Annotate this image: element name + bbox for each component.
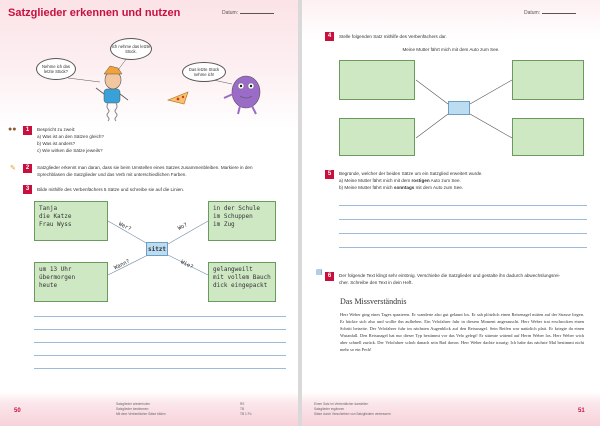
fan-entry: Tanja: [39, 205, 58, 212]
verb-center-box-empty[interactable]: [448, 101, 470, 115]
writing-line[interactable]: [34, 342, 286, 343]
story-text: Herr Weber ging eines Tages spazieren. Er wanderte also gut gelaunt los. Er sah plötzlich einen Reisenagel mitten auf der Strasse liegen. Er bückte sich also und wollte ihn aufheben. Ein Velofahrer fuhr in diesem Moment angerauscht. Herr Weber trat erschrocken einen Schritt beiseite. Der Velofahrer fuhr im nächsten Augenblick auf den Reissnagel. Sein Reifen war natürlich platt. Er kriegte da einen Wutanfall. Den Reissnagel hat nur dieser Typ bestimmt vor das Velo gelegt! Er stürmte wütend auf Herrn Weber los. Herr Weber wich aber schnell zurück. Der Velofahrer schob danach sein Rad davon. Herr Weber dachte traurig: Ich habe das nächste Mal bestimmt nicht mehr so ein Pech!: [340, 312, 584, 353]
page-number: 50: [14, 408, 21, 414]
task-number-3: 3: [23, 185, 32, 194]
left-page: [0, 0, 298, 426]
page-number: 51: [578, 408, 585, 414]
empty-box-who[interactable]: [339, 60, 415, 100]
fan-entry: heute: [39, 282, 58, 290]
task5-option-b: [339, 184, 589, 191]
page-title: Satzglieder erkennen und nutzen: [8, 7, 181, 19]
footer-refs: [240, 402, 251, 416]
footer-topic: Satzglieder ergänzen: [314, 406, 345, 411]
question-wie: Wie?: [179, 259, 195, 271]
task-number-6: 6: [325, 272, 334, 281]
question-wer: Wer?: [117, 221, 133, 233]
footer-topics: [314, 402, 391, 416]
writing-line[interactable]: [34, 329, 286, 330]
fan-entry: mit vollem Bauch: [213, 274, 271, 282]
footer-topic: Einen Satz im Verbenfächer darstellen: [314, 402, 369, 406]
speech-bubble-middle: Ich nehme das letzte Stück.: [110, 38, 152, 60]
task5-text: [339, 170, 589, 191]
task5-b-text: b) Meine Mutter fährt mich: [339, 185, 394, 191]
fan-box-who: [34, 201, 108, 241]
speech-bubble-monster: Das letzte Stück nehme ich!: [182, 62, 226, 82]
task-number-4: 4: [325, 32, 334, 41]
task4-sentence: Meine Mutter fährt mich mit dem Auto zum See.: [402, 47, 500, 52]
writing-line[interactable]: [339, 219, 587, 220]
writing-line[interactable]: [339, 233, 587, 234]
task2-line: Satzglieder erkennt man daran, dass sie beim Umstellen eines Satzes zusammenbleiben. Markiere in den: [37, 165, 253, 170]
writing-line[interactable]: [339, 205, 587, 206]
story-title: Das Missverständnis: [340, 297, 407, 306]
fan-entry: die Katze: [39, 213, 72, 221]
question-wann: Wann?: [113, 258, 131, 272]
footer-topic: Mit dem Verbenfächer Sätze bilden: [116, 411, 166, 416]
task5-a-bold: rostigen: [411, 178, 430, 184]
datum-label: Datum:: [222, 10, 239, 16]
task-number-1: 1: [23, 126, 32, 135]
fan-box-when: [34, 262, 108, 302]
footer-ref: RS: [240, 402, 245, 406]
task6-text: [339, 272, 591, 286]
task-number-5: 5: [325, 170, 334, 179]
empty-box-how[interactable]: [512, 118, 584, 156]
empty-box-where[interactable]: [512, 60, 584, 100]
pencil-icon: ✎: [10, 165, 16, 172]
task5-b-bold: sonntags: [393, 185, 415, 191]
task-number-2: 2: [23, 164, 32, 173]
writing-line[interactable]: [34, 316, 286, 317]
footer-ref: TB 1 Fü: [240, 411, 252, 416]
footer-topics: [116, 402, 166, 416]
speech-bubble-boy: Nehme ich das letzte Stück?: [36, 58, 76, 80]
empty-box-when[interactable]: [339, 118, 415, 156]
footer-ref: TB: [240, 406, 245, 411]
task1-line: Bespricht zu zweit:: [37, 127, 76, 132]
task6-line: Der folgende Text klingt sehr eintönig. Verschiebe die Satzglieder und gestalte ihn dadurch abwechslungsrei-: [339, 273, 561, 278]
task5-b-end: mit dem Auto zum See.: [414, 185, 464, 191]
task5-a-end: Auto zum See.: [429, 178, 461, 184]
task6-line: cher. Schreibe den Text in dein Heft.: [339, 280, 413, 286]
fan-box-where: [208, 201, 276, 241]
fan-entry: im Schuppen: [213, 213, 253, 221]
fan-entry: übermorgen: [39, 274, 76, 282]
pair-work-icon: ●●: [8, 126, 17, 133]
task1-line: a) Was ist an den Sätzen gleich?: [37, 134, 104, 140]
notebook-icon: ▤: [316, 269, 323, 276]
question-wo: Wo?: [177, 222, 189, 232]
task5-a-text: a) Meine Mutter fährt mich mit dem: [339, 178, 412, 184]
task5-option-a: [339, 177, 589, 184]
task1-line: c) Wie wirken die Sätze jeweils?: [37, 148, 103, 154]
writing-line[interactable]: [34, 355, 286, 356]
writing-line[interactable]: [34, 368, 286, 369]
task3-text: Bilde mithilfe des Verbenfächers 5 Sätze und schreibe sie auf die Linien.: [37, 187, 185, 192]
fan-entry: im Zug: [213, 221, 235, 229]
footer-topic: Satzglieder bestimmen: [116, 406, 149, 411]
verb-center-box: sitzt: [146, 242, 168, 256]
footer-topic: Sätze durch Verschieben von Satzgliedern verbessern: [314, 411, 391, 416]
task4-text: Stelle folgenden Satz mithilfe des Verbenfächers dar.: [339, 34, 447, 39]
fan-entry: dick eingepackt: [213, 282, 268, 290]
right-page: [302, 0, 600, 426]
fan-box-how: [208, 262, 276, 302]
fan-entry: um 13 Uhr: [39, 266, 72, 273]
task5-line: Begründe, welcher der beiden Sätze um ein Satzglied erweitert wurde.: [339, 171, 483, 176]
task1-line: b) Was ist anders?: [37, 141, 76, 147]
fan-entry: in der Schule: [213, 205, 260, 212]
footer-topic: Satzglieder wiederholen: [116, 402, 151, 406]
fan-entry: gelangweilt: [213, 266, 253, 273]
datum-label: Datum:: [524, 10, 541, 16]
fan-entry: Frau Wyss: [39, 221, 72, 229]
task2-line: Sprechblasen die Satzglieder und das Verb mit unterschiedlichen Farben.: [37, 172, 187, 178]
writing-line[interactable]: [339, 247, 587, 248]
